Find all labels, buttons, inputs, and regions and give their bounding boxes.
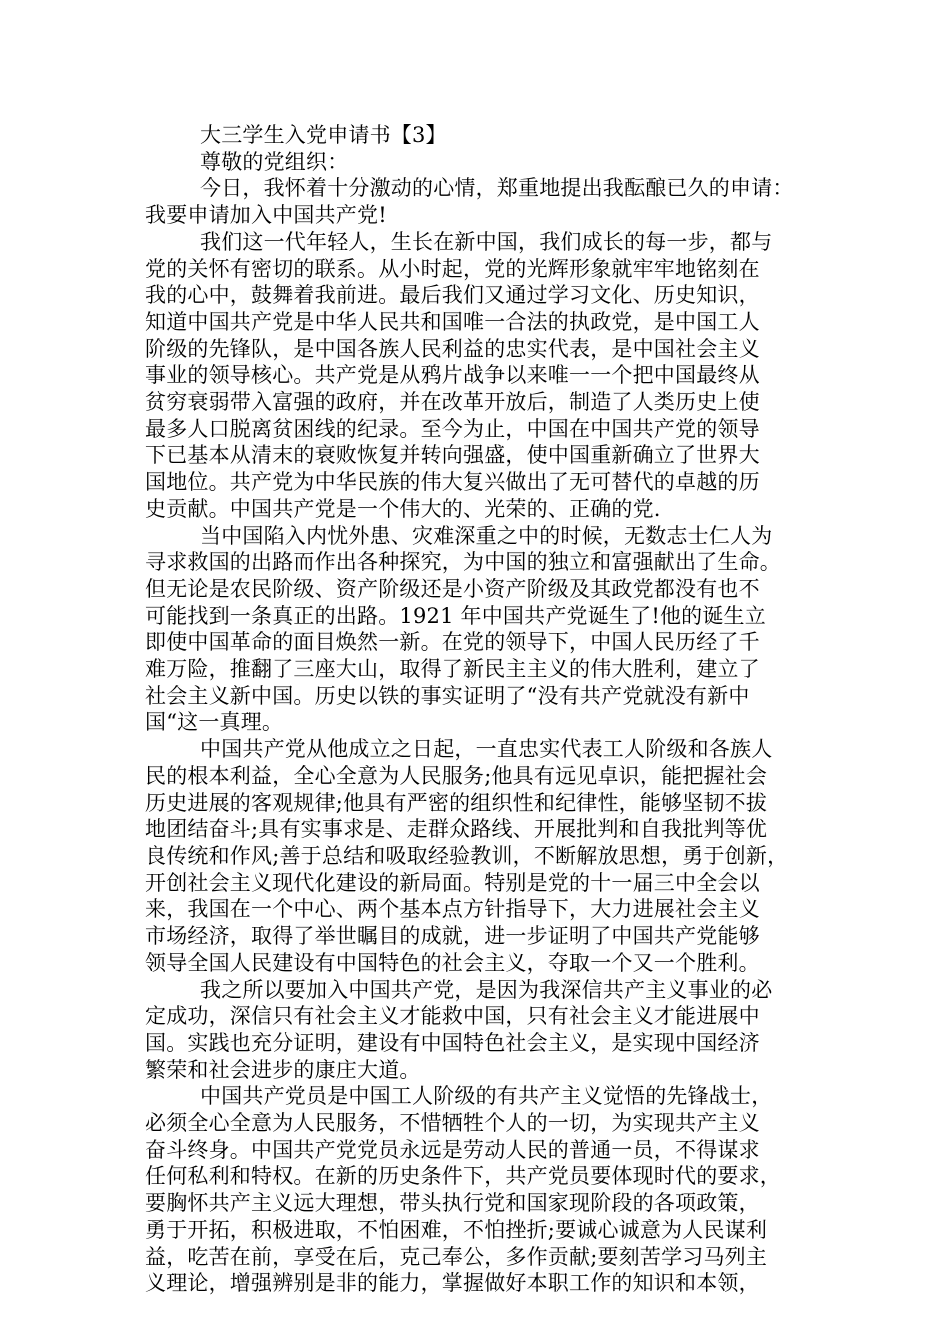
text-line: 义理论，增强辨别是非的能力，掌握做好本职工作的知识和本领， bbox=[145, 1271, 760, 1296]
text-line: 地团结奋斗;具有实事求是、走群众路线、开展批判和自我批判等优 bbox=[145, 817, 768, 842]
text-line: 勇于开拓，积极进取，不怕困难，不怕挫折;要诚心诚意为人民谋利 bbox=[145, 1217, 768, 1242]
text-line: 良传统和作风;善于总结和吸取经验教训，不断解放思想，勇于创新， bbox=[145, 843, 789, 868]
text-line: 历史进展的客观规律;他具有严密的组织性和纪律性，能够坚韧不拔 bbox=[145, 790, 768, 815]
text-line: 但无论是农民阶级、资产阶级还是小资产阶级及其政党都没有也不 bbox=[145, 576, 760, 601]
text-line: 可能找到一条真正的出路。1921 年中国共产党诞生了!他的诞生立 bbox=[145, 603, 766, 628]
text-line: 今日，我怀着十分激动的心情，郑重地提出我酝酿已久的申请： bbox=[200, 176, 794, 201]
text-line: 必须全心全意为人民服务，不惜牺牲个人的一切，为实现共产主义 bbox=[145, 1111, 760, 1136]
text-line: 最多人口脱离贫困线的纪录。至今为止，中国在中国共产党的领导 bbox=[145, 416, 760, 441]
text-line: 社会主义新中国。历史以铁的事实证明了“没有共产党就没有新中 bbox=[145, 683, 750, 708]
text-line: 寻求救国的出路而作出各种探究，为中国的独立和富强献出了生命。 bbox=[145, 550, 781, 575]
text-line: 要胸怀共产主义远大理想，带头执行党和国家现阶段的各项政策， bbox=[145, 1191, 760, 1216]
text-line: 我们这一代年轻人，生长在新中国，我们成长的每一步，都与 bbox=[200, 229, 773, 254]
text-line: 贫穷衰弱带入富强的政府，并在改革开放后，制造了人类历史上使 bbox=[145, 390, 760, 415]
text-line: 民的根本利益，全心全意为人民服务;他具有远见卓识，能把握社会 bbox=[145, 763, 768, 788]
text-line: 国“这一真理。 bbox=[145, 710, 284, 735]
text-line: 我要申请加入中国共产党! bbox=[145, 203, 387, 228]
text-line: 开创社会主义现代化建设的新局面。特别是党的十一届三中全会以 bbox=[145, 870, 760, 895]
text-line: 难万险，推翻了三座大山，取得了新民主主义的伟大胜利，建立了 bbox=[145, 657, 760, 682]
text-line: 当中国陷入内忧外患、灾难深重之中的时候，无数志士仁人为 bbox=[200, 523, 773, 548]
document-page bbox=[145, 122, 815, 1297]
text-line: 奋斗终身。中国共产党党员永远是劳动人民的普通一员，不得谋求 bbox=[145, 1137, 760, 1162]
text-line: 我的心中，鼓舞着我前进。最后我们又通过学习文化、历史知识， bbox=[145, 283, 760, 308]
text-line: 任何私利和特权。在新的历史条件下，共产党员要体现时代的要求， bbox=[145, 1164, 781, 1189]
text-line: 来，我国在一个中心、两个基本点方针指导下，大力进展社会主义 bbox=[145, 897, 760, 922]
text-line: 事业的领导核心。共产党是从鸦片战争以来唯一一个把中国最终从 bbox=[145, 363, 760, 388]
text-line: 益，吃苦在前，享受在后，克己奉公，多作贡献;要刻苦学习马列主 bbox=[145, 1244, 768, 1269]
text-line: 中国共产党员是中国工人阶级的有共产主义觉悟的先锋战士， bbox=[200, 1084, 773, 1109]
text-line: 党的关怀有密切的联系。从小时起，党的光辉形象就牢牢地铭刻在 bbox=[145, 256, 760, 281]
text-line: 领导全国人民建设有中国特色的社会主义，夺取一个又一个胜利。 bbox=[145, 950, 760, 975]
text-line: 繁荣和社会进步的康庄大道。 bbox=[145, 1057, 421, 1082]
text-line: 定成功，深信只有社会主义才能救中国，只有社会主义才能进展中 bbox=[145, 1004, 760, 1029]
text-line: 中国共产党从他成立之日起，一直忠实代表工人阶级和各族人 bbox=[200, 737, 773, 762]
text-line: 国。实践也充分证明，建设有中国特色社会主义，是实现中国经济 bbox=[145, 1030, 760, 1055]
text-line: 阶级的先锋队，是中国各族人民利益的忠实代表，是中国社会主义 bbox=[145, 336, 760, 361]
document-title: 大三学生入党申请书【3】 bbox=[200, 123, 447, 147]
text-line: 知道中国共产党是中华人民共和国唯一合法的执政党，是中国工人 bbox=[145, 309, 760, 334]
document-body bbox=[145, 175, 815, 1297]
text-line: 史贡献。中国共产党是一个伟大的、光荣的、正确的党. bbox=[145, 496, 661, 521]
text-line: 即使中国革命的面目焕然一新。在党的领导下，中国人民历经了千 bbox=[145, 630, 760, 655]
text-line: 市场经济，取得了举世瞩目的成就，进一步证明了中国共产党能够 bbox=[145, 924, 760, 949]
text-line: 下已基本从清末的衰败恢复并转向强盛，使中国重新确立了世界大 bbox=[145, 443, 760, 468]
text-line: 我之所以要加入中国共产党，是因为我深信共产主义事业的必 bbox=[200, 977, 773, 1002]
salutation: 尊敬的党组织： bbox=[200, 149, 349, 174]
text-line: 国地位。共产党为中华民族的伟大复兴做出了无可替代的卓越的历 bbox=[145, 470, 760, 495]
